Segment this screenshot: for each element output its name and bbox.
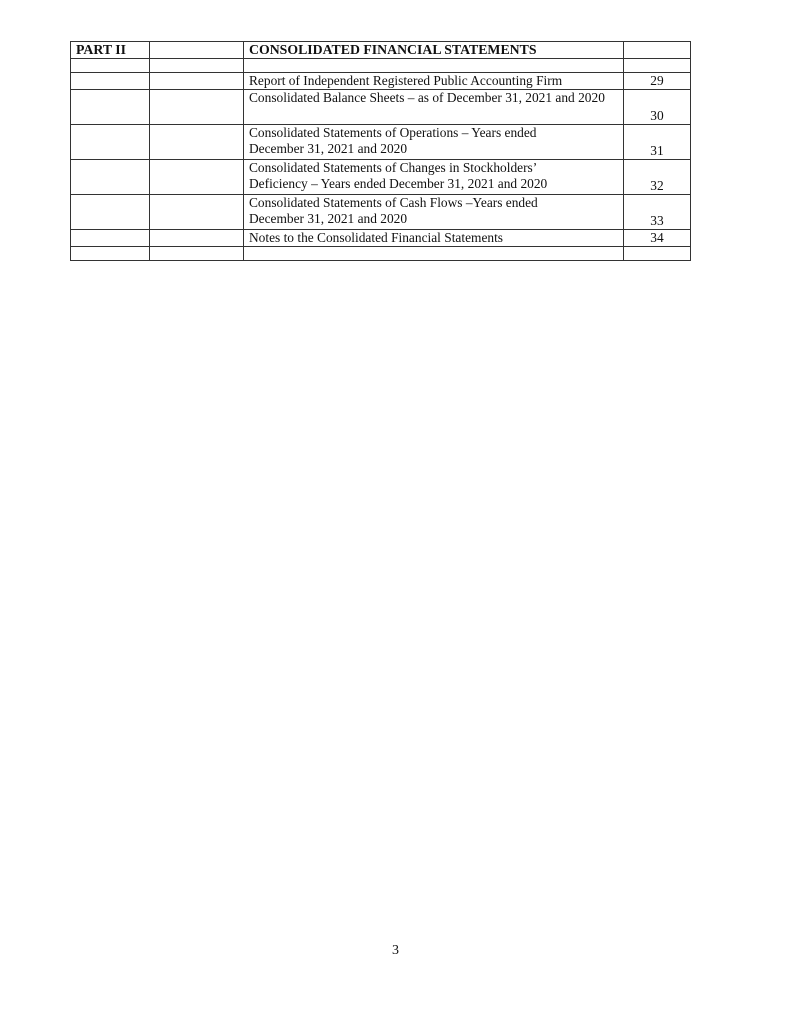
table-row	[71, 73, 691, 90]
toc-page-number: 33	[624, 195, 691, 230]
table-row	[71, 195, 691, 230]
empty-cell	[150, 247, 244, 261]
table-row	[71, 160, 691, 195]
empty-cell	[71, 59, 150, 73]
empty-cell	[71, 195, 150, 230]
table-row	[71, 59, 691, 73]
toc-entry-link[interactable]	[244, 90, 624, 125]
toc-entry-text: Consolidated Statements of Changes in Stockholders’	[249, 160, 538, 175]
toc-page-number: 32	[624, 160, 691, 195]
empty-cell	[71, 230, 150, 247]
empty-cell	[150, 195, 244, 230]
toc-page-number: 31	[624, 125, 691, 160]
empty-cell	[150, 73, 244, 90]
toc-entry-link[interactable]	[244, 230, 624, 247]
empty-cell	[150, 230, 244, 247]
toc-entry-link[interactable]	[244, 125, 624, 160]
toc-entry-link[interactable]	[244, 73, 624, 90]
toc-entry-link[interactable]	[244, 160, 624, 195]
table-row	[71, 125, 691, 160]
section-title: CONSOLIDATED FINANCIAL STATEMENTS	[244, 42, 624, 59]
empty-cell	[624, 42, 691, 59]
toc-entry-text: Report of Independent Registered Public Accounting Firm	[249, 73, 563, 88]
empty-cell	[71, 90, 150, 125]
empty-cell	[150, 59, 244, 73]
toc-entry-text: December 31, 2021 and 2020	[249, 211, 408, 226]
empty-cell	[624, 59, 691, 73]
table-row	[71, 42, 691, 59]
table-row	[71, 230, 691, 247]
empty-cell	[71, 125, 150, 160]
table-row	[71, 90, 691, 125]
toc-page-number: 29	[624, 73, 691, 90]
empty-cell	[624, 247, 691, 261]
toc-page-number: 30	[624, 90, 691, 125]
page-number: 3	[392, 943, 399, 958]
toc-entry-text: Consolidated Statements of Cash Flows –Years ended	[249, 195, 538, 210]
empty-cell	[244, 59, 624, 73]
part-label: PART II	[71, 42, 150, 59]
empty-cell	[150, 42, 244, 59]
empty-cell	[71, 73, 150, 90]
toc-entry-text: Consolidated Statements of Operations – Years ended	[249, 125, 537, 140]
table-row	[71, 247, 691, 261]
toc-entry-link[interactable]	[244, 195, 624, 230]
toc-entry-text: Notes to the Consolidated Financial Statements	[249, 230, 504, 245]
empty-cell	[71, 160, 150, 195]
toc-page-number: 34	[624, 230, 691, 247]
toc-entry-text: Consolidated Balance Sheets – as of December 31, 2021 and	[249, 90, 575, 105]
empty-cell	[244, 247, 624, 261]
toc-entry-text: 2020	[578, 90, 605, 105]
empty-cell	[150, 90, 244, 125]
toc-entry-text: December 31, 2021 and 2020	[249, 141, 408, 156]
toc-entry-text: Deficiency – Years ended December 31, 2021 and 2020	[249, 176, 548, 191]
empty-cell	[150, 160, 244, 195]
empty-cell	[150, 125, 244, 160]
empty-cell	[71, 247, 150, 261]
table-of-contents	[70, 41, 691, 261]
